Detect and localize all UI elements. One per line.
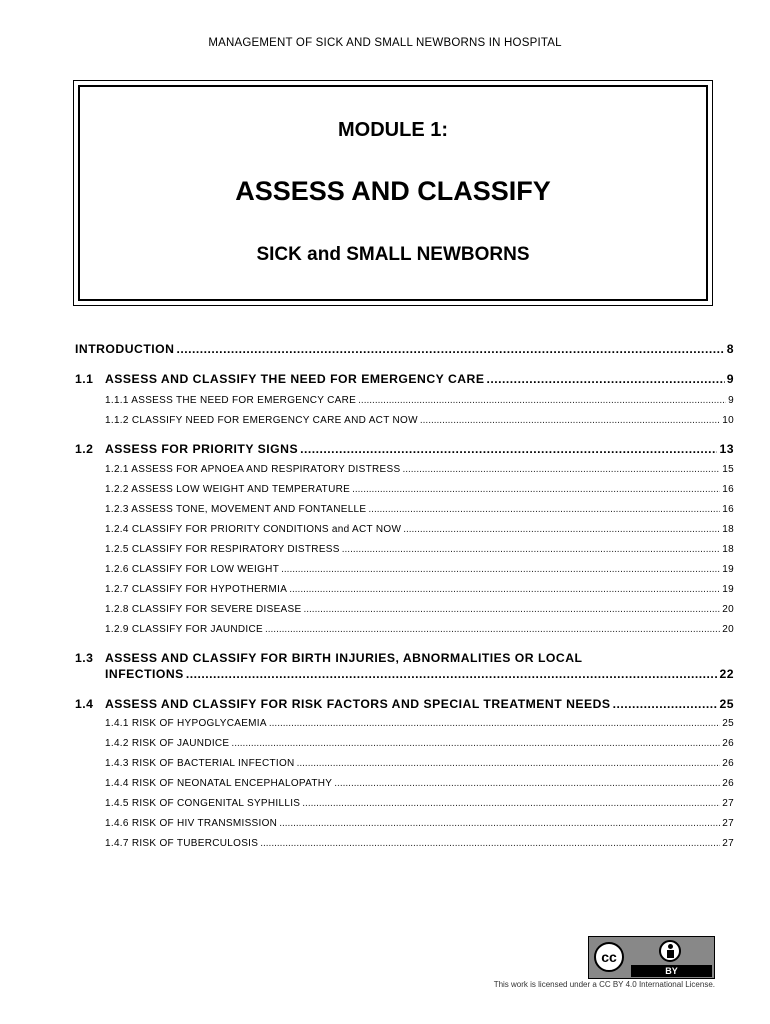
section-title: ASSESS AND CLASSIFY THE NEED FOR EMERGENCY CARE [105, 372, 485, 386]
subtitle: SICK and SMALL NEWBORNS [256, 244, 530, 265]
toc-item-1-2-5[interactable]: 1.2.5 CLASSIFY FOR RESPIRATORY DISTRESS ..... 18 [105, 544, 734, 555]
title-box-inner-border [78, 85, 708, 301]
toc-item-1-2-3[interactable]: 1.2.3 ASSESS TONE, MOVEMENT AND FONTANELLE ..... 16 [105, 504, 734, 515]
toc-item-1-4-5[interactable]: 1.4.5 RISK OF CONGENITAL SYPHILLIS ..... 27 [105, 798, 734, 809]
toc-item-1-2-6[interactable]: 1.2.6 CLASSIFY FOR LOW WEIGHT ..... 19 [105, 564, 734, 575]
toc-item-1-4-2[interactable]: 1.4.2 RISK OF JAUNDICE ..... 26 [105, 738, 734, 749]
toc-item-1-2-9[interactable]: 1.2.9 CLASSIFY FOR JAUNDICE ..... 20 [105, 624, 734, 635]
toc-item-1-2-4[interactable]: 1.2.4 CLASSIFY FOR PRIORITY CONDITIONS and ACT NOW ..... 18 [105, 524, 734, 535]
title-box [73, 80, 713, 306]
section-number: 1.3 [75, 651, 94, 665]
toc-item-1-1-2[interactable]: 1.1.2 CLASSIFY NEED FOR EMERGENCY CARE AND ACT NOW ..... 10 [105, 415, 734, 426]
toc-item-1-4-6[interactable]: 1.4.6 RISK OF HIV TRANSMISSION ..... 27 [105, 818, 734, 829]
section-title-continued: INFECTIONS [105, 667, 184, 681]
toc-item-1-2-7[interactable]: 1.2.7 CLASSIFY FOR HYPOTHERMIA ..... 19 [105, 584, 734, 595]
toc-item-1-4-7[interactable]: 1.4.7 RISK OF TUBERCULOSIS ..... 27 [105, 838, 734, 849]
toc-item-1-2-2[interactable]: 1.2.2 ASSESS LOW WEIGHT AND TEMPERATURE ..... 16 [105, 484, 734, 495]
toc-page-number: 8 [726, 342, 734, 356]
main-title: ASSESS AND CLASSIFY [235, 176, 551, 206]
toc-section-1-1[interactable] [75, 372, 734, 386]
toc-item-1-4-4[interactable]: 1.4.4 RISK OF NEONATAL ENCEPHALOPATHY ..... 26 [105, 778, 734, 789]
toc-section-1-3-line2[interactable] [105, 667, 734, 681]
module-label: MODULE 1: [338, 119, 448, 141]
toc-item-1-4-1[interactable]: 1.4.1 RISK OF HYPOGLYCAEMIA ..... 25 [105, 718, 734, 729]
toc-item-1-2-1[interactable]: 1.2.1 ASSESS FOR APNOEA AND RESPIRATORY DISTRESS ..... 15 [105, 464, 734, 475]
section-title: ASSESS AND CLASSIFY FOR RISK FACTORS AND SPECIAL TREATMENT NEEDS [105, 697, 611, 711]
toc-item-1-4-3[interactable]: 1.4.3 RISK OF BACTERIAL INFECTION ..... 26 [105, 758, 734, 769]
toc-page-number: 9 [726, 372, 734, 386]
toc-page-number: 25 [719, 697, 734, 711]
toc-item-1-2-8[interactable]: 1.2.8 CLASSIFY FOR SEVERE DISEASE ..... 20 [105, 604, 734, 615]
toc-introduction[interactable] [75, 342, 734, 356]
by-label: BY [631, 965, 712, 977]
section-number: 1.4 [75, 697, 94, 711]
toc-section-1-4[interactable] [75, 697, 734, 711]
toc-entry-label: INTRODUCTION [75, 342, 175, 356]
attribution-person-icon [659, 940, 681, 962]
section-title: ASSESS AND CLASSIFY FOR BIRTH INJURIES, ABNORMALITIES OR LOCAL [105, 651, 583, 665]
toc-item-1-1-1[interactable]: 1.1.1 ASSESS THE NEED FOR EMERGENCY CARE ..... 9 [105, 395, 734, 406]
toc-section-1-3-line1[interactable] [75, 651, 582, 665]
toc-page-number: 13 [719, 442, 734, 456]
running-header: MANAGEMENT OF SICK AND SMALL NEWBORNS IN HOSPITAL [208, 37, 562, 49]
section-number: 1.1 [75, 372, 94, 386]
cc-by-license-badge[interactable] [588, 936, 715, 979]
toc-section-1-2[interactable] [75, 442, 734, 456]
license-text: This work is licensed under a CC BY 4.0 International License. [493, 980, 715, 989]
section-title: ASSESS FOR PRIORITY SIGNS [105, 442, 299, 456]
cc-icon: cc [594, 942, 624, 972]
section-number: 1.2 [75, 442, 94, 456]
toc-page-number: 22 [719, 667, 734, 681]
